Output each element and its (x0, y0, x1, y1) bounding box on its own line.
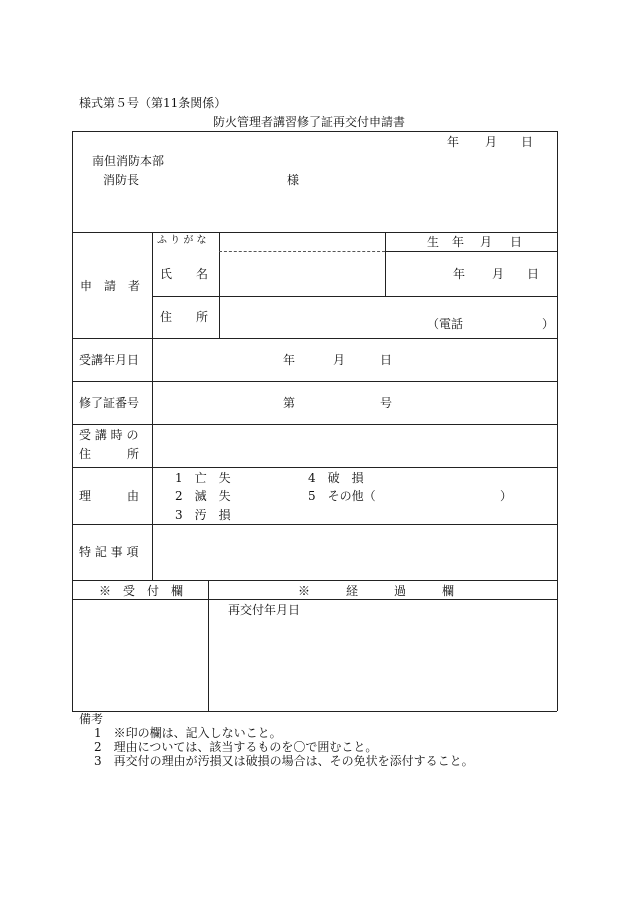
reason-option-3: 3 汚 損 (175, 508, 231, 522)
remarks-item-1: 1 ※印の欄は、記入しないこと。 (94, 726, 282, 740)
progress-header: ※ 経 過 欄 (298, 584, 455, 598)
form-number: 様式第５号（第11条関係） (79, 96, 227, 110)
phone-open: （電話 (427, 317, 464, 331)
course-address-label-1: 受 講 時 の (79, 428, 139, 442)
remarks-item-3: 3 再交付の理由が汚損又は破損の場合は、その免状を添付すること。 (94, 754, 474, 768)
course-address-label-2: 住 所 (79, 447, 140, 461)
date-day: 日 (521, 135, 534, 149)
name-date-day: 日 (527, 267, 540, 281)
name-label: 氏 名 (160, 267, 209, 281)
birth-prefix: 生 (427, 235, 440, 249)
name-date-year: 年 (453, 267, 466, 281)
furigana-label: ふ り が な (157, 235, 207, 246)
reception-header: ※ 受 付 欄 (99, 584, 184, 598)
reason-option-1: 1 亡 失 (175, 471, 231, 485)
applicant-label: 申 請 者 (80, 279, 141, 293)
certificate-number-label: 修了証番号 (79, 396, 140, 410)
course-date-label: 受講年月日 (79, 353, 140, 367)
certificate-number-suffix: 号 (380, 396, 393, 410)
remarks-title: 備考 (79, 712, 104, 726)
addressee-org: 南但消防本部 (92, 154, 165, 168)
remarks-item-2: 2 理由については、該当するものを〇で囲むこと。 (94, 740, 378, 754)
reissue-date-label: 再交付年月日 (228, 603, 301, 617)
reason-label: 理 由 (79, 489, 140, 503)
reason-option-5-close: ） (500, 489, 513, 503)
course-date-year: 年 (283, 353, 296, 367)
course-date-month: 月 (333, 353, 346, 367)
birth-day: 日 (510, 235, 523, 249)
name-date-month: 月 (492, 267, 505, 281)
date-year: 年 (447, 135, 460, 149)
reason-option-5: 5 その他（ (308, 489, 376, 503)
certificate-number-prefix: 第 (283, 396, 296, 410)
birth-year: 年 (452, 235, 465, 249)
phone-close: ） (542, 317, 555, 331)
reason-option-4: 4 破 損 (308, 471, 364, 485)
address-label: 住 所 (160, 310, 209, 324)
birth-month: 月 (480, 235, 493, 249)
form-title: 防火管理者講習修了証再交付申請書 (213, 115, 406, 129)
reason-option-2: 2 滅 失 (175, 489, 231, 503)
addressee-honorific: 様 (287, 173, 300, 187)
date-month: 月 (485, 135, 498, 149)
addressee-chief: 消防長 (103, 173, 140, 187)
course-date-day: 日 (380, 353, 393, 367)
special-notes-label: 特 記 事 項 (79, 545, 139, 559)
